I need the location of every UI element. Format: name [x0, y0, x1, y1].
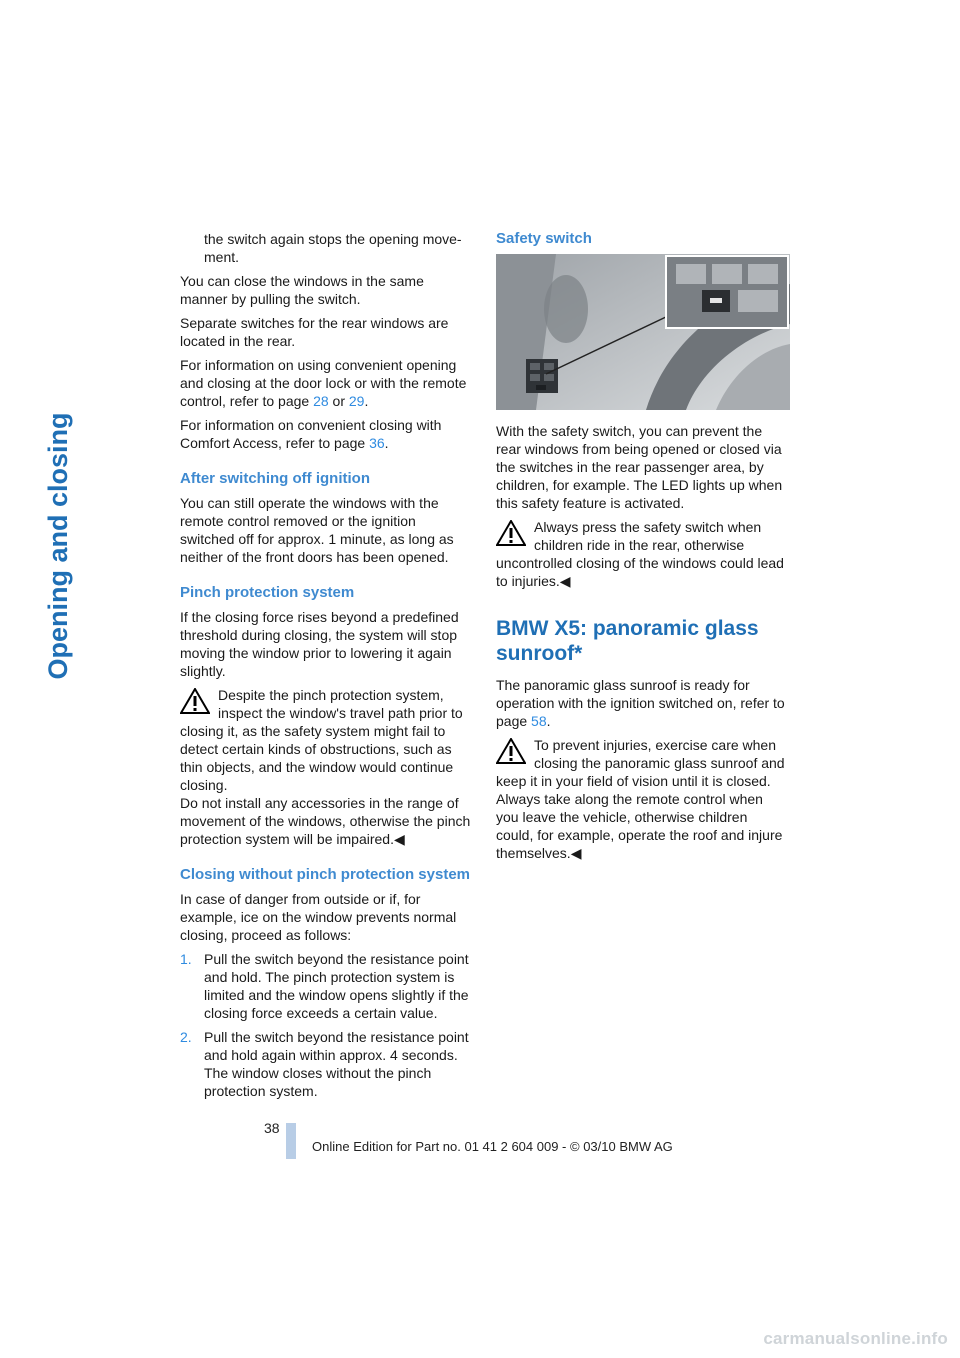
- paragraph-rear-switches: Separate switches for the rear windows are located in the rear.: [180, 315, 449, 349]
- paragraph-after-ignition: You can still operate the windows with the remote control removed or the ignition switched off for approx. 1 minute, as long as neither of the front doors has been opened.: [180, 495, 454, 565]
- site-watermark: carmanualsonline.info: [763, 1329, 948, 1348]
- list-item: [180, 950, 472, 1022]
- warning-safety: [496, 518, 788, 590]
- warning-safety-text: Always press the safety switch when children ride in the rear, otherwise uncontrolled closing of the windows could lead to injuries.◀: [496, 519, 784, 589]
- step-text: Pull the switch beyond the resistance point and hold. The pinch protection system is limited and the window opens slightly if the closing force exceeds a certain value.: [204, 951, 469, 1021]
- paragraph-sunroof: [496, 676, 788, 730]
- step-number: 1.: [180, 951, 192, 967]
- warning-pinch-text: Despite the pinch protection system, inspect the window's travel path prior to closing it, as the safety system might fail to detect certain kinds of obstructions, such as thin objects, and the window would continue closing.: [180, 687, 463, 793]
- warning-pinch-text-2: Do not install any accessories in the range of movement of the windows, otherwise the pinch protection system will be impaired.◀: [180, 795, 471, 847]
- chapter-title-text: Opening and closing: [43, 412, 73, 680]
- steps-list: [180, 950, 472, 1100]
- warning-sunroof-text: To prevent injuries, exercise care when closing the panoramic glass sunroof and keep it in your field of vision until it is closed. Always take along the remote control when you leave the vehicle, otherwise children could, for example, operate the roof and injure themselves.◀: [496, 737, 785, 861]
- step-text: Pull the switch beyond the resistance point and hold again within approx. 4 seconds. The window closes without the pinch protection system.: [204, 1029, 469, 1099]
- warning-triangle-icon: [496, 738, 526, 764]
- paragraph-pinch-protection: If the closing force rises beyond a predefined threshold during closing, the system will stop moving the window prior to lowering it again slightly.: [180, 609, 459, 679]
- paragraph-info-remote: [180, 356, 472, 410]
- heading-panoramic-sunroof: BMW X5: panoramic glass sunroof*: [496, 617, 759, 665]
- right-column: [496, 230, 788, 868]
- page-link-28[interactable]: 28: [313, 393, 329, 409]
- heading-without-pinch: Closing without pinch protection system: [180, 866, 471, 883]
- text: For information on using convenient opening and closing at the door lock or with the remote control, refer to page: [180, 357, 467, 409]
- step-number: 2.: [180, 1029, 192, 1045]
- safety-switch-photo: [496, 254, 790, 410]
- text: .: [364, 393, 369, 409]
- text: or: [328, 393, 349, 409]
- warning-pinch: [180, 686, 472, 848]
- heading-safety-switch: Safety switch: [496, 230, 592, 247]
- page-link-29[interactable]: 29: [348, 393, 365, 409]
- warning-triangle-icon: [180, 688, 210, 714]
- paragraph-continued: the switch again stops the opening move-ment.: [204, 231, 462, 265]
- text: .: [546, 713, 551, 729]
- footer-accent-bar: [286, 1123, 296, 1159]
- chapter-side-title: [40, 228, 76, 878]
- page-link-58[interactable]: 58: [531, 713, 547, 729]
- page-link-36[interactable]: 36: [369, 435, 385, 451]
- footer-edition: Online Edition for Part no. 01 41 2 604 009 - © 03/10 BMW AG: [312, 1139, 673, 1154]
- list-item: [180, 1028, 472, 1100]
- heading-after-ignition: After switching off ignition: [180, 470, 370, 487]
- paragraph-safety-switch: With the safety switch, you can prevent the rear windows from being opened or closed via the switches in the rear passenger area, by children, for example. The LED lights up when this safety feature is activated.: [496, 423, 783, 511]
- left-column: [180, 230, 472, 1106]
- heading-pinch-protection: Pinch protection system: [180, 584, 355, 601]
- text: .: [384, 435, 389, 451]
- warning-triangle-icon: [496, 520, 526, 546]
- warning-sunroof: [496, 736, 788, 862]
- paragraph-info-comfort: [180, 416, 472, 452]
- door-panel-illustration: [496, 254, 790, 410]
- text: For information on convenient closing with Comfort Access, refer to page: [180, 417, 442, 451]
- page-number: 38: [264, 1120, 280, 1136]
- text: The panoramic glass sunroof is ready for operation with the ignition switched on, refer to page: [496, 677, 785, 729]
- paragraph-close-windows: You can close the windows in the same manner by pulling the switch.: [180, 273, 424, 307]
- paragraph-without-pinch: In case of danger from outside or if, for example, ice on the window prevents normal closing, proceed as follows:: [180, 891, 457, 943]
